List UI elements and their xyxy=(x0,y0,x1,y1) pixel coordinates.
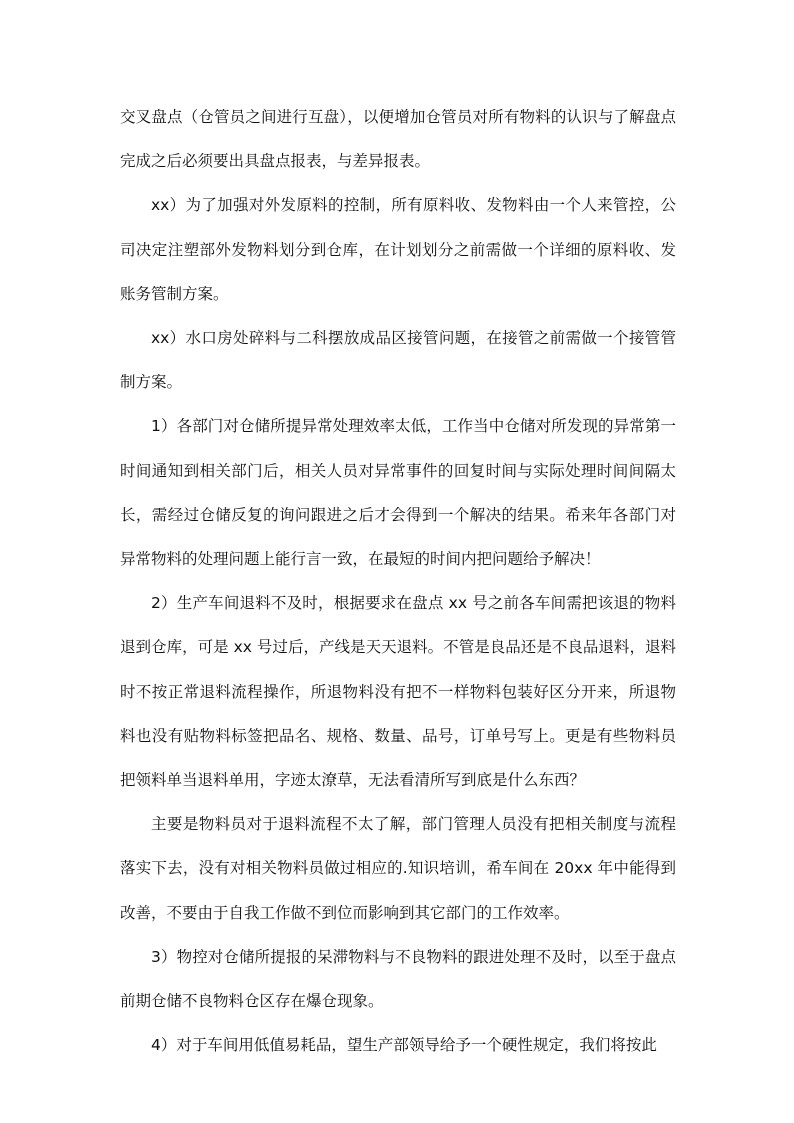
paragraph-scrap-area-handover: xx）水口房处碎料与二科摆放成品区接管问题，在接管之前需做一个接管管制方案。 xyxy=(120,329,676,392)
paragraph-cross-inventory: 交叉盘点（仓管员之间进行互盘），以便增加仓管员对所有物料的认识与了解盘点完成之后必须要出具盘点报表，与差异报表。 xyxy=(120,108,676,171)
paragraph-item-3-obsolete-material: 3）物控对仓储所提报的呆滞物料与不良物料的跟进处理不及时，以至于盘点前期仓储不良物料仓区存在爆仓现象。 xyxy=(120,947,676,1011)
paragraph-outsourced-material-control: xx）为了加强对外发原料的控制，所有原料收、发物料由一个人来管控，公司决定注塑部外发物料划分到仓库，在计划划分之前需做一个详细的原料收、发账务管制方案。 xyxy=(120,196,676,303)
paragraph-item-2-material-return: 2）生产车间退料不及时，根据要求在盘点 xx 号之前各车间需把该退的物料退到仓库，可是 xx 号过后，产线是天天退料。不管是良品还是不良品退料，退料时不按正常退料流程操作，所退物料没有把不一样物料包装好区分开来，所退物料也没有贴物料标签把品名、规格、数量、品号，订单号写上。更是有些物料员把领料单当退料单用，字迹太潦草，无法看清所写到底是什么东西？ xyxy=(120,594,676,790)
paragraph-return-process-training: 主要是物料员对于退料流程不太了解，部门管理人员没有把相关制度与流程落实下去，没有对相关物料员做过相应的.知识培训，希车间在 20xx 年中能得到改善，不要由于自我工作做不到位而影响到其它部门的工作效率。 xyxy=(120,815,676,922)
paragraph-item-1-exception-handling: 1）各部门对仓储所提异常处理效率太低，工作当中仓储对所发现的异常第一时间通知到相关部门后，相关人员对异常事件的回复时间与实际处理时间间隔太长，需经过仓储反复的询问跟进之后才会得到一个解决的结果。希来年各部门对异常物料的处理问题上能行言一致，在最短的时间内把问题给予解决！ xyxy=(120,417,676,569)
document-body xyxy=(120,95,676,1067)
paragraph-item-4-consumables: 4）对于车间用低值易耗品，望生产部领导给予一个硬性规定，我们将按此 xyxy=(151,1036,657,1055)
